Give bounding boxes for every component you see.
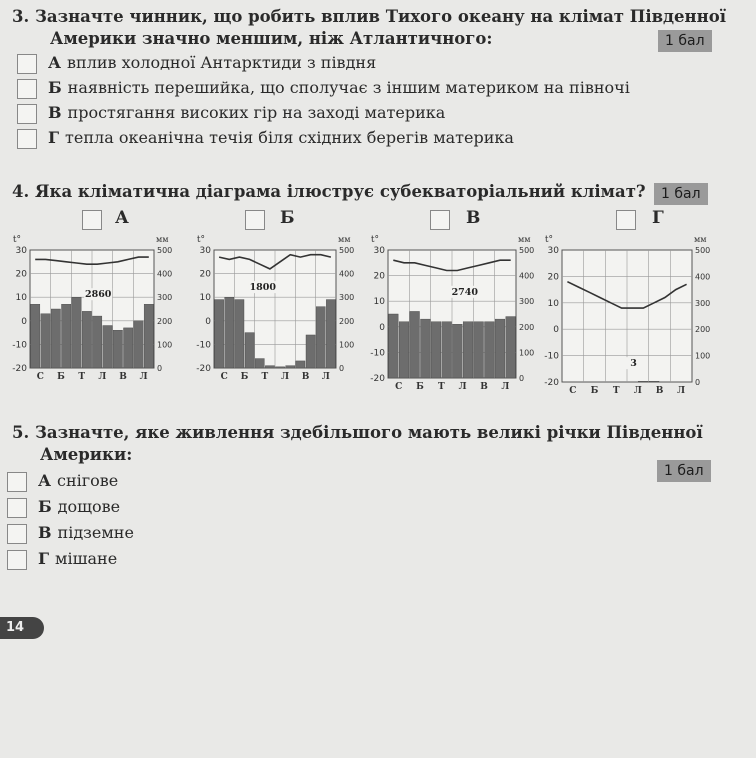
precip-tick-label: 200 (157, 316, 173, 326)
q5-checkbox-b[interactable] (7, 498, 27, 518)
q3-option-a[interactable]: А вплив холодної Антарктиди з півдня (48, 53, 377, 72)
month-tick-label: В (301, 372, 310, 382)
precip-bar (326, 300, 335, 368)
month-tick-label: Т (261, 372, 269, 382)
temp-unit-label: t° (12, 235, 21, 245)
q4-number: 4. (12, 182, 30, 201)
temp-tick-label: 0 (205, 316, 211, 327)
q3-title (12, 6, 732, 50)
month-tick-label: Л (501, 382, 510, 392)
precip-tick-label: 100 (695, 351, 711, 361)
annual-precip-label: 2740 (451, 286, 479, 298)
month-tick-label: Л (321, 372, 330, 382)
precip-bar (225, 297, 234, 368)
q3-option-d[interactable]: Г тепла океанічна течія біля східних берегів материка (48, 128, 514, 147)
month-tick-label: Б (240, 372, 249, 382)
precip-bar (124, 328, 133, 368)
temp-tick-label: 30 (547, 246, 559, 256)
temp-tick-label: -10 (544, 351, 559, 362)
precip-bar (82, 311, 91, 368)
month-tick-label: С (220, 372, 228, 382)
precip-bar (474, 322, 484, 378)
precip-bar (31, 304, 40, 368)
temp-tick-label: 30 (373, 246, 385, 256)
q4-checkbox-c[interactable] (430, 210, 450, 230)
q3-checkbox-c[interactable] (17, 104, 37, 124)
temp-tick-label: 30 (15, 246, 27, 256)
q5-option-c[interactable]: В підземне (38, 523, 134, 542)
temp-tick-label: 10 (373, 297, 385, 308)
precip-tick-label: 500 (157, 246, 173, 255)
q5-option-a[interactable]: А снігове (38, 471, 119, 490)
temp-tick-label: 10 (547, 298, 559, 309)
precip-bar (286, 366, 295, 368)
month-tick-label: Б (590, 386, 599, 396)
annual-precip-label: 2860 (84, 289, 112, 301)
precip-tick-label: 0 (339, 364, 345, 373)
q3-number: 3. (12, 7, 30, 26)
q3-option-b[interactable]: Б наявність перешийка, що сполучає з іншим материком на півночі (48, 78, 630, 97)
precip-unit-label: мм (694, 235, 707, 244)
precip-tick-label: 300 (157, 293, 173, 303)
precip-bar (410, 311, 420, 378)
month-tick-label: В (480, 382, 488, 392)
chart-d-label: Г (652, 208, 664, 228)
q3-title-line2: Америки значно меншим, ніж Атлантичного: (50, 29, 493, 48)
temp-tick-label: 20 (199, 269, 211, 280)
q4-checkbox-d[interactable] (616, 210, 636, 230)
q5-checkbox-d[interactable] (7, 550, 27, 570)
temp-tick-label: 20 (15, 269, 27, 280)
precip-tick-label: 400 (519, 271, 535, 281)
precip-bar (235, 300, 244, 368)
temp-unit-label: t° (196, 235, 205, 245)
temp-tick-label: -10 (12, 340, 27, 351)
precip-bar (255, 359, 264, 368)
q4-points-badge: 1 бал (654, 183, 708, 205)
precip-bar (495, 319, 505, 378)
precip-bar (463, 322, 473, 378)
climate-chart-a (0, 228, 192, 398)
precip-tick-label: 500 (339, 246, 355, 255)
precip-bar (638, 381, 648, 382)
q5-points-badge: 1 бал (657, 460, 711, 482)
precip-bar (431, 322, 441, 378)
q3-checkbox-b[interactable] (17, 79, 37, 99)
precip-bar (113, 330, 122, 368)
page-number: 14 (0, 617, 44, 639)
month-tick-label: Б (416, 382, 424, 392)
q3-checkbox-a[interactable] (17, 54, 37, 74)
q3-title-line1: Зазначте чинник, що робить вплив Тихого океану на клімат Південної (34, 7, 726, 26)
precip-bar (215, 300, 224, 368)
month-tick-label: С (569, 386, 577, 396)
precip-unit-label: мм (338, 235, 351, 244)
precip-tick-label: 200 (339, 316, 355, 326)
precip-tick-label: 100 (519, 348, 535, 358)
month-tick-label: Л (677, 386, 686, 396)
q5-title-line2: Америки: (40, 445, 133, 464)
temp-tick-label: 30 (199, 246, 211, 256)
precip-unit-label: мм (518, 235, 531, 244)
month-tick-label: В (655, 386, 664, 396)
month-tick-label: Л (458, 382, 467, 392)
month-tick-label: С (36, 372, 44, 382)
precip-tick-label: 300 (695, 298, 711, 308)
precip-bar (453, 324, 463, 378)
precip-bar (306, 335, 315, 368)
precip-bar (296, 361, 305, 368)
precip-tick-label: 300 (339, 293, 355, 303)
precip-bar (442, 322, 452, 378)
precip-bar (51, 309, 60, 368)
precip-tick-label: 0 (519, 374, 525, 383)
chart-b-label: Б (280, 208, 295, 228)
q4-title-text: Яка кліматична діаграма ілюструє субекваторіальний клімат? (34, 182, 646, 201)
precip-bar (421, 319, 431, 378)
precip-tick-label: 0 (157, 364, 163, 373)
month-tick-label: Т (78, 372, 86, 382)
chart-c-label: В (466, 208, 481, 228)
precip-tick-label: 400 (339, 269, 355, 279)
precip-bar (265, 366, 274, 368)
month-tick-label: Л (633, 386, 642, 396)
q3-points-badge: 1 бал (658, 30, 712, 52)
precip-tick-label: 400 (695, 272, 711, 282)
temp-tick-label: 10 (15, 293, 27, 304)
precip-tick-label: 0 (695, 378, 701, 387)
precip-bar (93, 316, 102, 368)
annual-precip-label: 1800 (249, 282, 277, 294)
temp-tick-label: -10 (370, 348, 385, 359)
precip-tick-label: 200 (519, 322, 535, 332)
climate-chart-b (186, 228, 370, 398)
q5-option-d[interactable]: Г мішане (38, 549, 118, 568)
temp-tick-label: -10 (196, 340, 211, 351)
q5-number: 5. (12, 423, 30, 442)
precip-bar (316, 307, 325, 368)
temp-tick-label: 20 (547, 272, 559, 283)
precip-bar (649, 381, 659, 382)
precip-bar (72, 297, 81, 368)
q5-title-line1: Зазначте, яке живлення здебільшого мають великі річки Південної (34, 423, 703, 442)
q5-option-b[interactable]: Б дощове (38, 497, 121, 516)
q4-checkbox-b[interactable] (245, 210, 265, 230)
month-tick-label: Л (98, 372, 107, 382)
q4-title (12, 181, 662, 203)
temp-tick-label: -20 (544, 378, 559, 388)
precip-bar (41, 314, 50, 368)
chart-a-label: А (115, 208, 129, 228)
precip-bar (62, 304, 71, 368)
temp-tick-label: 0 (21, 316, 27, 327)
q5-checkbox-c[interactable] (7, 524, 27, 544)
q3-option-c[interactable]: В простягання високих гір на заході материка (48, 103, 446, 122)
temp-unit-label: t° (544, 235, 553, 245)
temp-tick-label: -20 (370, 374, 385, 384)
q4-checkbox-a[interactable] (82, 210, 102, 230)
month-tick-label: С (395, 382, 403, 392)
precip-bar (134, 321, 143, 368)
precip-bar (485, 322, 495, 378)
month-tick-label: В (119, 372, 127, 382)
month-tick-label: Б (57, 372, 65, 382)
precip-unit-label: мм (156, 235, 169, 244)
precip-tick-label: 100 (157, 340, 173, 350)
precip-tick-label: 300 (519, 297, 535, 307)
temp-tick-label: 20 (373, 271, 385, 282)
annual-precip-label: 3 (630, 358, 637, 370)
precip-bar (245, 333, 254, 368)
temp-tick-label: 10 (199, 293, 211, 304)
climate-chart-d (542, 228, 728, 398)
temp-tick-label: -20 (196, 364, 211, 374)
temp-tick-label: 0 (379, 322, 385, 333)
precip-tick-label: 500 (519, 246, 535, 255)
precip-tick-label: 400 (157, 269, 173, 279)
precip-bar (276, 367, 285, 368)
month-tick-label: Т (437, 382, 445, 392)
precip-tick-label: 100 (339, 340, 355, 350)
month-tick-label: Т (612, 386, 620, 396)
temp-tick-label: 0 (553, 325, 559, 336)
precip-bar (103, 326, 112, 368)
precip-tick-label: 200 (695, 325, 711, 335)
q3-checkbox-d[interactable] (17, 129, 37, 149)
month-tick-label: Л (281, 372, 290, 382)
q5-title (12, 422, 742, 466)
precip-bar (389, 314, 399, 378)
precip-bar (144, 304, 153, 368)
precip-tick-label: 500 (695, 246, 711, 255)
precip-bar (506, 317, 516, 378)
temp-tick-label: -20 (12, 364, 27, 374)
climate-chart-c (362, 228, 548, 398)
q5-checkbox-a[interactable] (7, 472, 27, 492)
temp-unit-label: t° (370, 235, 379, 245)
precip-bar (399, 322, 409, 378)
month-tick-label: Л (139, 372, 148, 382)
